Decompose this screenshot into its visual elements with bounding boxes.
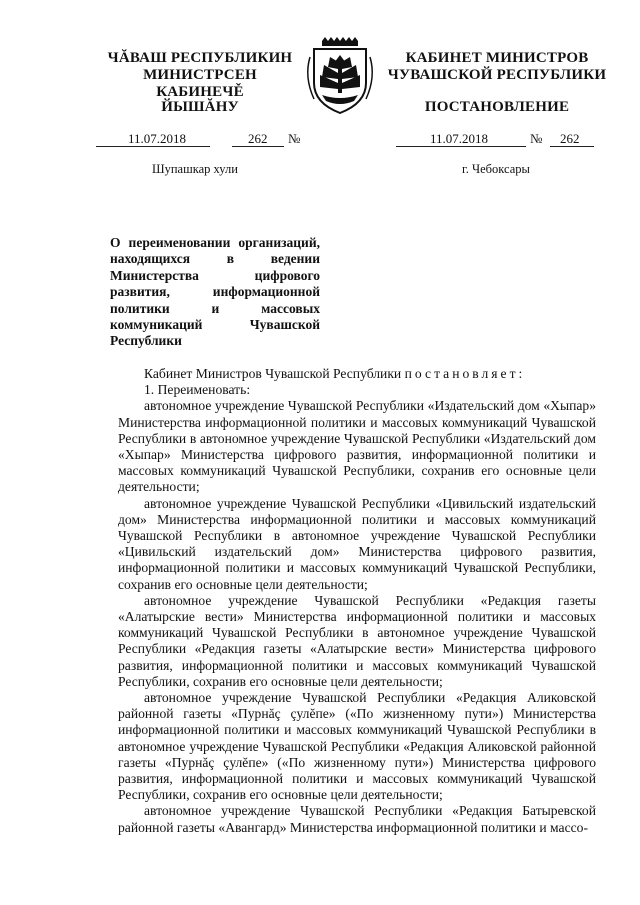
left-date-underline	[96, 146, 210, 147]
right-number-sign: №	[530, 131, 543, 146]
left-title-line1: ЧĂВАШ РЕСПУБЛИКИН	[107, 50, 293, 66]
right-date: 11.07.2018	[430, 131, 489, 146]
right-header-title	[382, 50, 612, 84]
document-subject: О переименовании организаций, находящихся в ведении Министерства цифрового развития, информационной политики и массовых коммуникаций Чувашской Республики	[110, 235, 320, 349]
left-number: 262	[248, 131, 268, 146]
right-doc-type: ПОСТАНОВЛЕНИЕ	[424, 99, 570, 115]
decree-word: постановляет:	[404, 366, 526, 381]
left-number-underline	[232, 146, 284, 147]
left-number-sign: №	[288, 131, 301, 146]
right-title-line1: КАБИНЕТ МИНИСТРОВ	[405, 50, 589, 66]
right-date-underline	[396, 146, 526, 147]
right-number-underline	[550, 146, 594, 147]
preamble-line	[118, 366, 596, 382]
body-paragraph: автономное учреждение Чувашской Республики «Цивильский издательский дом» Министерства информационной политики и массовых коммуникаций Чувашской Республики в автономное учреждение Чувашской Республики «Цивильский издательский дом» Министерства цифрового развития, информационной политики и массовых коммуникаций Чувашской Республики, сохранив его основные цели деятельности;	[118, 495, 596, 592]
body-paragraph: автономное учреждение Чувашской Республики «Издательский дом «Хыпар» Министерства информационной политики и массовых коммуникаций Чувашской Республики в автономное учреждение Чувашской Республики «Издательский дом «Хыпар» Министерства цифрового развития, информационной политики и массовых коммуникаций Чувашской Республики, сохранив его основные цели деятельности;	[118, 398, 596, 495]
left-header-title	[100, 50, 300, 101]
right-number: 262	[560, 131, 580, 146]
body-paragraph: автономное учреждение Чувашской Республики «Редакция Аликовской районной газеты «Пурнăç çулĕпе» («По жизненному пути») Министерства информационной политики и массовых коммуникаций Чувашской Республики в автономное учреждение Чувашской Республики «Редакция Аликовской районной газеты «Пурнăç çулĕпе» («По жизненному пути») Министерства цифрового развития, информационной политики и массовых коммуникаций Чувашской Республики, сохранив его основные цели деятельности;	[118, 690, 596, 803]
left-date: 11.07.2018	[128, 131, 187, 146]
right-place: г. Чебоксары	[462, 162, 530, 176]
left-doc-type: ЙЫШĂНУ	[161, 99, 239, 115]
preamble: Кабинет Министров Чувашской Республики	[144, 366, 402, 381]
body-paragraph: автономное учреждение Чувашской Республики «Редакция Батыревской районной газеты «Авангард» Министерства информационной политики и массо-	[118, 803, 596, 835]
left-title-line2: МИНИСТРСЕН КАБИНЕЧĚ	[143, 67, 257, 100]
right-title-line2: ЧУВАШСКОЙ РЕСПУБЛИКИ	[387, 67, 607, 83]
body-paragraph: автономное учреждение Чувашской Республики «Редакция газеты «Алатырские вести» Министерства информационной политики и массовых коммуникаций Чувашской Республики в автономное учреждение Чувашской Республики «Редакция газеты «Алатырские вести» Министерства цифрового развития, информационной политики и массовых коммуникаций Чувашской Республики, сохранив его основные цели деятельности;	[118, 592, 596, 689]
document-body	[118, 366, 596, 836]
chuvash-coat-of-arms-icon	[302, 37, 378, 117]
item-1: 1. Переименовать:	[144, 382, 251, 398]
left-place: Шупашкар хули	[152, 162, 238, 176]
